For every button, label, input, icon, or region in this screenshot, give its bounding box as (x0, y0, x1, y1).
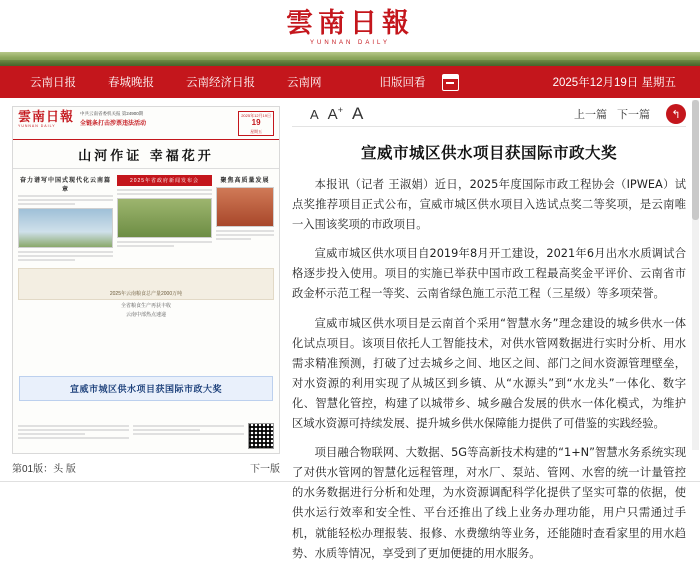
page-label[interactable]: 第01版：头 版 (12, 464, 76, 475)
preview-text-line (133, 433, 244, 435)
paper-footer (12, 454, 280, 475)
site-logo-en: YUNNAN DAILY (310, 40, 390, 47)
prev-article-button[interactable]: 上一篇 (574, 109, 607, 121)
preview-headline: 山河作证 幸福花开 (13, 140, 279, 169)
article-nav (574, 104, 686, 124)
preview-text-line (216, 230, 274, 232)
newspaper-page-preview[interactable] (12, 106, 280, 454)
scrollbar-thumb[interactable] (692, 100, 699, 220)
preview-logo-cn: 雲南日報 (18, 110, 75, 125)
nav-yunnan-net[interactable]: 云南网 (287, 77, 322, 89)
preview-photo (216, 187, 274, 227)
preview-bottom-area (18, 423, 274, 449)
article-toolbar (292, 104, 686, 127)
preview-text-line (18, 259, 75, 261)
font-size-plus-sup: + (337, 105, 343, 115)
preview-text-line (18, 251, 113, 253)
preview-banner-text: 2025年云南粮食总产量2000万吨 (109, 290, 183, 297)
preview-head-note (74, 111, 238, 129)
font-size-small-button[interactable]: A (310, 107, 319, 122)
preview-text-line (18, 437, 129, 439)
article-paragraph: 本报讯（记者 王淑娟）近日，2025年度国际市政工程协会（IPWEA）试点奖推荐项目正式公布，宣威市城区供水项目入选试点奖二等奖项，是云南唯一入围该奖项的市政项目。 (292, 178, 686, 232)
preview-masthead (13, 107, 279, 140)
article-paragraph: 项目融合物联网、大数据、5G等高新技术构建的“1+N”智慧水务系统实现了对供水管网的智慧化远程管理，对水厂、泵站、管网、水窖的统一计量管控的水务数据进行分析和处理，为水资源调配科学化提供了坚实可靠的依据，使供水运行效率和安全性、平台还推出了线上业务办理功能，用户只需通过手机，就能轻松办理报装、报修、水费缴纳等业务，还能随时查看家里的用水趋势、水质等情况，享受到了更加便捷的用水服务。 (292, 446, 686, 560)
paper-preview-column (0, 98, 286, 481)
next-article-button[interactable]: 下一篇 (617, 109, 650, 121)
calendar-icon[interactable] (442, 74, 459, 91)
preview-col2-subhead: 聚焦高质量发展 (220, 177, 270, 184)
page-scrollbar[interactable] (692, 100, 699, 450)
article-paragraph: 宣威市城区供水项目是云南首个采用“智慧水务”理念建设的城乡供水一体化试点项目。该项目依托人工智能技术，对供水管网数据进行实时分析、用水需求精准预测，打破了过去城乡之间、地区之间、部门之间水资源管理壁垒，对水资源的利用实现了从城区到乡镇、从“水源头”到“水龙头”一体化、数字化、智慧化管控，构建了以城带乡、城乡融合发展的供水一体化模式，为维护区域水资源可持续发展、提升城乡供水保障能力提供了可借鉴的实践经验。 (292, 316, 686, 431)
preview-text-line (18, 199, 113, 201)
preview-text-line (18, 203, 75, 205)
preview-text-line (18, 433, 85, 435)
preview-text-line (133, 425, 244, 427)
preview-text-line (18, 195, 113, 197)
preview-banner-caption: 全省粮食生产再获丰收 (120, 302, 171, 309)
preview-date-line2: 星期五 (250, 128, 263, 134)
article-paragraph: 宣威市城区供水项目自2019年8月开工建设，2021年6月出水水质调试合格逐步投入使用。项目的实施已举获中国市政工程最高奖金平评价、云南省市政金杯示范工程一等奖、云南省绿色施工示范工程（三星级）等多项荣誉。 (292, 247, 686, 301)
preview-col1-subhead: 奋力谱写中国式现代化云南篇章 (19, 177, 111, 193)
preview-date-day: 19 (251, 118, 261, 128)
preview-text-line (117, 241, 212, 243)
preview-highlighted-article[interactable]: 宣威市城区供水项目获国际市政大奖 (19, 376, 273, 401)
nav-chuncheng-evening[interactable]: 春城晚报 (108, 77, 154, 89)
font-size-medium-button[interactable]: A+ (327, 105, 343, 123)
site-logo[interactable] (286, 7, 414, 47)
preview-head-note-text: 中共云南省委机关报 第24900期 (80, 111, 144, 116)
preview-head-highlight: 全链条打击涉票违法活动 (80, 120, 147, 127)
nav-yunnan-daily[interactable]: 云南日报 (30, 77, 76, 89)
preview-text-line (117, 245, 174, 247)
article-title: 宣威市城区供水项目获国际市政大奖 (360, 143, 617, 162)
preview-date-box (238, 111, 274, 136)
preview-text-line (18, 425, 129, 427)
preview-caption: 云南中部热点速递 (125, 311, 166, 318)
nav-date-label: 2025年12月19日 星期五 (552, 77, 676, 89)
nav-yunnan-economic-daily[interactable]: 云南经济日报 (186, 77, 255, 89)
preview-text-line (18, 255, 113, 257)
font-size-controls (292, 104, 363, 124)
share-icon[interactable]: ↰ (666, 104, 686, 124)
preview-text-line (18, 429, 129, 431)
site-logo-cn: 雲南日報 (286, 7, 414, 39)
preview-column-3 (216, 172, 274, 263)
preview-text-line (117, 189, 212, 191)
article-column (286, 98, 700, 560)
content-area (0, 98, 700, 560)
main-nav (0, 66, 700, 98)
nav-old-version[interactable]: 旧版回看 (379, 77, 426, 89)
nav-date-area (553, 74, 686, 90)
article-body (292, 175, 686, 573)
hero-banner-image (0, 52, 700, 66)
qr-code-icon (248, 423, 274, 449)
preview-red-bar: 2025年省政府新闻发布会 (117, 175, 212, 186)
preview-column-2 (117, 172, 212, 263)
font-size-large-button[interactable]: A (351, 104, 364, 123)
preview-text-line (216, 238, 251, 240)
preview-logo-en: YUNNAN DAILY (18, 124, 56, 128)
preview-banner (18, 268, 274, 300)
preview-photo (117, 198, 212, 238)
preview-photo (18, 208, 113, 248)
preview-logo (18, 111, 74, 128)
next-page-button[interactable]: 下一版 (250, 464, 280, 475)
preview-text-line (133, 429, 200, 431)
masthead (0, 0, 700, 52)
preview-date-line1: 2025年12月19日 (241, 113, 271, 118)
preview-column-1 (18, 172, 113, 263)
preview-text-line (117, 193, 212, 195)
preview-columns (13, 169, 279, 266)
preview-text-line (216, 234, 274, 236)
